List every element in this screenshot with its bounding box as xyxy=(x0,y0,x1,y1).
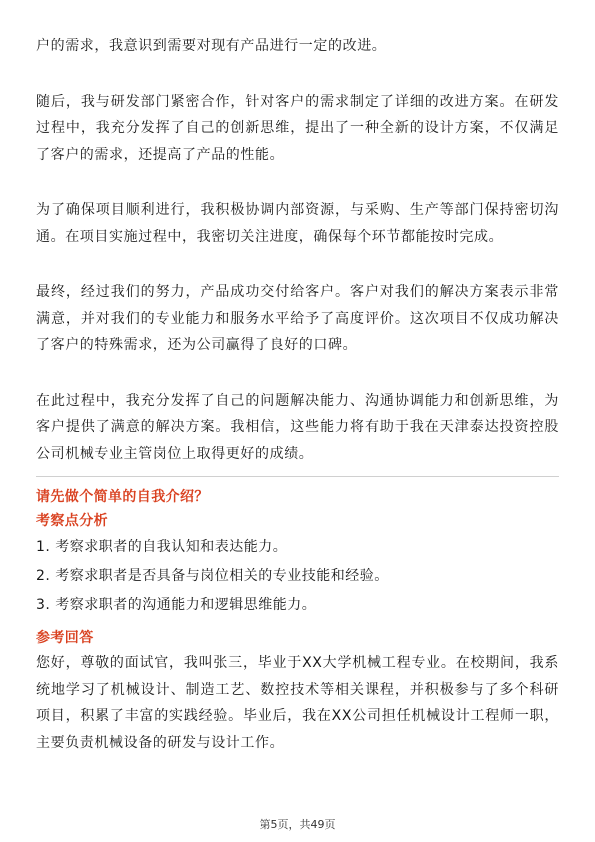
list-item: 1. 考察求职者的自我认知和表达能力。 xyxy=(36,539,288,555)
page-number: 第5页，共49页 xyxy=(259,818,336,831)
page-content xyxy=(36,33,559,756)
analysis-list xyxy=(36,533,559,620)
reference-answer-text: 您好，尊敬的面试官，我叫张三，毕业于XX大学机械工程专业。在校期间，我系统地学习了机械设计、制造工艺、数控技术等相关课程，并积极参与了多个科研项目，积累了丰富的实践经验。毕业后，我在XX公司担任机械设计工程师一职，主要负责机械设备的研发与设计工作。 xyxy=(36,655,559,751)
body-paragraph: 最终，经过我们的努力，产品成功交付给客户。客户对我们的解决方案表示非常满意，并对我们的专业能力和服务水平给予了高度评价。这次项目不仅成功解决了客户的特殊需求，还为公司赢得了良好的口碑。 xyxy=(36,284,559,353)
interview-question: 请先做个简单的自我介绍？ xyxy=(36,489,209,505)
list-item: 2. 考察求职者是否具备与岗位相关的专业技能和经验。 xyxy=(36,568,389,584)
body-paragraph: 随后，我与研发部门紧密合作，针对客户的需求制定了详细的改进方案。在研发过程中，我充分发挥了自己的创新思维，提出了一种全新的设计方案，不仅满足了客户的需求，还提高了产品的性能。 xyxy=(36,93,559,163)
reference-answer-heading: 参考回答 xyxy=(36,630,94,646)
section-divider xyxy=(36,476,559,477)
body-paragraph: 户的需求，我意识到需要对现有产品进行一定的改进。 xyxy=(36,38,387,54)
body-paragraph: 为了确保项目顺利进行，我积极协调内部资源，与采购、生产等部门保持密切沟通。在项目实施过程中，我密切关注进度，确保每个环节都能按时完成。 xyxy=(36,202,559,245)
analysis-heading: 考察点分析 xyxy=(36,513,108,529)
list-item: 3. 考察求职者的沟通能力和逻辑思维能力。 xyxy=(36,597,317,613)
body-paragraph: 在此过程中，我充分发挥了自己的问题解决能力、沟通协调能力和创新思维，为客户提供了满意的解决方案。我相信，这些能力将有助于我在天津泰达投资控股公司机械专业主管岗位上取得更好的成绩。 xyxy=(36,392,559,462)
